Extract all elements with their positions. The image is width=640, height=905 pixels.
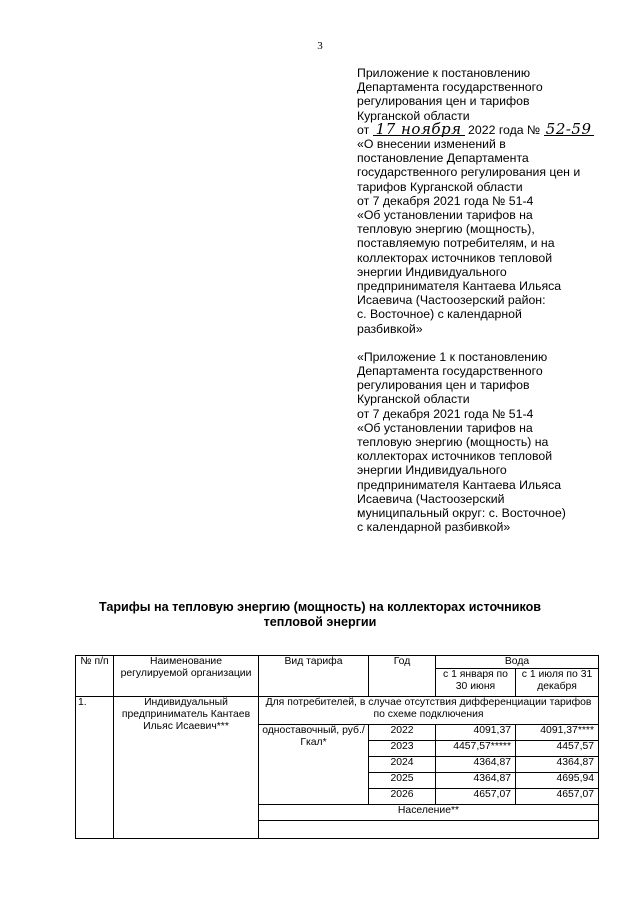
tariff-value-h1: 4457,57*****: [436, 741, 516, 757]
appendix-line: коллекторах источников тепловой: [357, 250, 553, 265]
date-prefix: от: [357, 122, 370, 137]
tariff-value-h2: 4657,07: [516, 789, 599, 805]
appendix-line: тарифов Курганской области: [357, 179, 523, 194]
row-number: 1.: [76, 697, 114, 839]
year-cell: 2024: [369, 757, 436, 773]
appendix-line: государственного регулирования цен и: [357, 165, 581, 180]
tariff-value-h1: 4364,87: [436, 757, 516, 773]
appendix-line: Исаевича (Частоозерский район:: [357, 293, 546, 308]
header-period-2: с 1 июля по 31 декабря: [516, 669, 599, 697]
appendix-date-line: [357, 119, 617, 138]
appendix-line: предпринимателя Кантаева Ильяса: [357, 279, 562, 294]
handwritten-number: 52-59: [544, 123, 594, 136]
appendix-line: постановление Департамента: [357, 151, 529, 166]
year-cell: 2022: [369, 725, 436, 741]
appendix-line: с календарной разбивкой»: [357, 520, 511, 535]
date-suffix: 2022 года №: [468, 122, 541, 137]
appendix-line: от 7 декабря 2021 года № 51-4: [357, 193, 534, 208]
tariff-value-h1: 4364,87: [436, 773, 516, 789]
year-cell: 2025: [369, 773, 436, 789]
appendix-line: Департамента государственного: [357, 80, 543, 95]
appendix-line: Приложение к постановлению: [357, 66, 531, 80]
appendix-line: разбивкой»: [357, 321, 423, 336]
appendix-line: Исаевича (Частоозерский: [357, 491, 505, 506]
tariff-value-h1: 4091,37: [436, 725, 516, 741]
tariff-value-h1: 4657,07: [436, 789, 516, 805]
document-title: [70, 600, 570, 630]
handwritten-date: 17 ноября: [373, 123, 465, 136]
appendix-line: тепловую энергию (мощность),: [357, 222, 535, 237]
appendix-line: Курганской области: [357, 108, 470, 123]
appendix-line: коллекторах источников тепловой: [357, 449, 553, 464]
header-tariff-type: Вид тарифа: [259, 656, 369, 697]
empty-cell: [259, 821, 599, 839]
organization-name: Индивидуальный предприниматель Кантаев Ильяс Исаевич***: [114, 697, 259, 839]
year-cell: 2023: [369, 741, 436, 757]
section-consumers: Для потребителей, в случае отсутствия дифференциации тарифов по схеме подключения: [259, 697, 599, 725]
tariff-value-h2: 4695,94: [516, 773, 599, 789]
appendix-line: регулирования цен и тарифов: [357, 378, 530, 393]
header-year: Год: [369, 656, 436, 697]
appendix-line: «Об установлении тарифов на: [357, 420, 533, 435]
title-line: Тарифы на тепловую энергию (мощность) на коллекторах источников: [98, 600, 542, 614]
appendix-line: энергии Индивидуального: [357, 264, 507, 279]
appendix-line: Курганской области: [357, 392, 470, 407]
appendix-line: предпринимателя Кантаева Ильяса: [357, 477, 562, 492]
appendix-line: с. Восточное) с календарной: [357, 307, 522, 322]
tariff-value-h2: 4091,37****: [516, 725, 599, 741]
appendix-line: энергии Индивидуального: [357, 463, 507, 478]
appendix-line: «Приложение 1 к постановлению: [357, 349, 548, 364]
title-line: тепловой энергии: [263, 615, 377, 629]
header-org: Наименование регулируемой организации: [114, 656, 259, 697]
year-cell: 2026: [369, 789, 436, 805]
appendix-line: от 7 декабря 2021 года № 51-4: [357, 406, 534, 421]
appendix-line: поставляемую потребителям, и на: [357, 236, 555, 251]
appendix-line: регулирования цен и тарифов: [357, 94, 530, 109]
appendix-line: «Об установлении тарифов на: [357, 208, 533, 223]
tariff-value-h2: 4457,57: [516, 741, 599, 757]
appendix-line: Департамента государственного: [357, 364, 543, 379]
header-num: № п/п: [76, 656, 114, 697]
appendix-header: [357, 66, 617, 535]
tariff-table: [75, 655, 599, 839]
tariff-value-h2: 4364,87: [516, 757, 599, 773]
header-water: Вода: [436, 656, 599, 669]
header-period-1: с 1 января по 30 июня: [436, 669, 516, 697]
section-population: Население**: [259, 805, 599, 821]
appendix-line: тепловую энергию (мощность) на: [357, 435, 549, 450]
tariff-name: одноставочный, руб./Гкал*: [259, 725, 369, 805]
page-number: 3: [317, 40, 323, 52]
appendix-line: муниципальный округ: с. Восточное): [357, 506, 566, 521]
appendix-line: «О внесении изменений в: [357, 137, 506, 152]
